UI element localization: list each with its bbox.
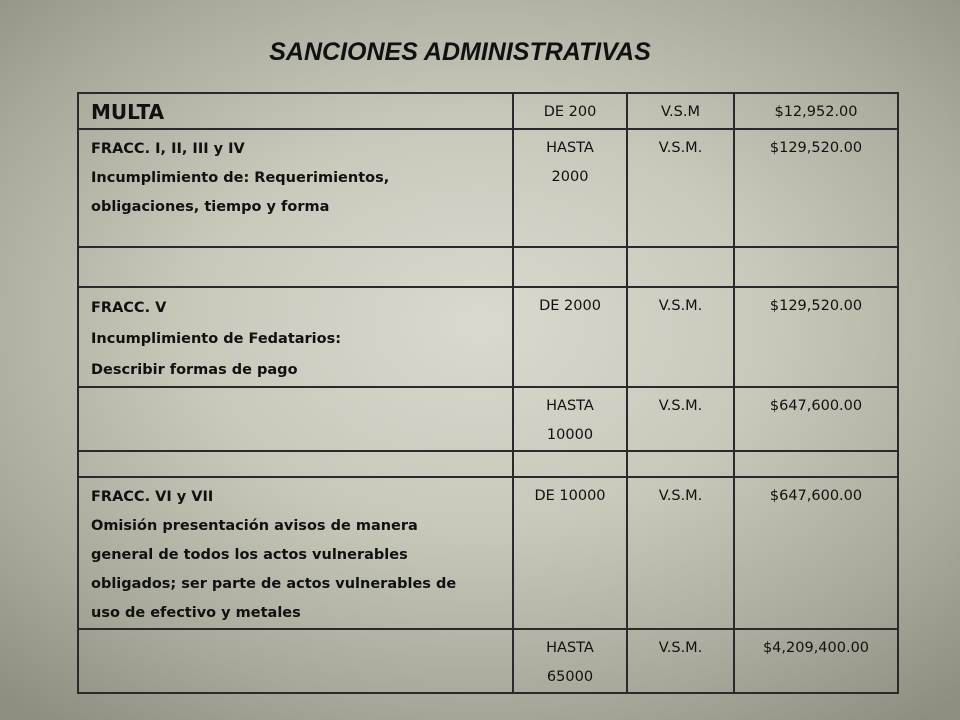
- range-line: 2000: [551, 169, 589, 185]
- description-line: FRACC. VI y VII: [91, 489, 214, 505]
- empty-cell: [78, 387, 513, 451]
- empty-cell: [734, 247, 898, 287]
- table-row: [78, 477, 898, 629]
- unit-cell: V.S.M.: [627, 287, 734, 387]
- description-line: Omisión presentación avisos de manera: [91, 518, 418, 534]
- amount-cell: $4,209,400.00: [734, 629, 898, 693]
- unit-cell: V.S.M.: [627, 387, 734, 451]
- description-line: FRACC. I, II, III y IV: [91, 141, 245, 157]
- table-row: [78, 93, 898, 129]
- empty-cell: [78, 247, 513, 287]
- description-cell: [78, 287, 513, 387]
- empty-cell: [627, 451, 734, 477]
- empty-cell: [78, 629, 513, 693]
- description-line: FRACC. V: [91, 300, 167, 316]
- range-cell: [513, 129, 627, 247]
- range-cell: DE 200: [513, 93, 627, 129]
- description-cell: [78, 129, 513, 247]
- range-line: 10000: [546, 427, 594, 443]
- table-row: [78, 387, 898, 451]
- amount-cell: $12,952.00: [734, 93, 898, 129]
- range-line: HASTA: [546, 398, 594, 414]
- table-row: [78, 287, 898, 387]
- range-line: HASTA: [546, 640, 594, 656]
- description-line: obligaciones, tiempo y forma: [91, 199, 330, 215]
- empty-cell: [734, 451, 898, 477]
- empty-cell: [513, 247, 627, 287]
- amount-cell: $647,600.00: [734, 477, 898, 629]
- description-line: uso de efectivo y metales: [91, 605, 301, 621]
- table-row: [78, 129, 898, 247]
- amount-cell: $647,600.00: [734, 387, 898, 451]
- unit-cell: V.S.M.: [627, 629, 734, 693]
- unit-cell: V.S.M: [627, 93, 734, 129]
- description-line: Describir formas de pago: [91, 362, 298, 378]
- empty-cell: [78, 451, 513, 477]
- range-line: HASTA: [546, 140, 594, 156]
- description-line: obligados; ser parte de actos vulnerables de: [91, 576, 457, 592]
- range-cell: DE 10000: [513, 477, 627, 629]
- empty-cell: [627, 247, 734, 287]
- unit-cell: V.S.M.: [627, 477, 734, 629]
- table-row: [78, 451, 898, 477]
- amount-cell: $129,520.00: [734, 287, 898, 387]
- sanctions-table: [77, 92, 899, 694]
- range-cell: DE 2000: [513, 287, 627, 387]
- description-line: general de todos los actos vulnerables: [91, 547, 408, 563]
- amount-cell: $129,520.00: [734, 129, 898, 247]
- description-line: Incumplimiento de: Requerimientos,: [91, 170, 390, 186]
- table-row: [78, 629, 898, 693]
- range-cell: [513, 629, 627, 693]
- range-cell: [513, 387, 627, 451]
- description-line: Incumplimiento de Fedatarios:: [91, 331, 342, 347]
- table-row: [78, 247, 898, 287]
- range-line: 65000: [546, 669, 594, 685]
- description-cell: [78, 477, 513, 629]
- unit-cell: V.S.M.: [627, 129, 734, 247]
- empty-cell: [513, 451, 627, 477]
- multa-header: MULTA: [78, 93, 513, 129]
- page-title: SANCIONES ADMINISTRATIVAS: [269, 38, 651, 66]
